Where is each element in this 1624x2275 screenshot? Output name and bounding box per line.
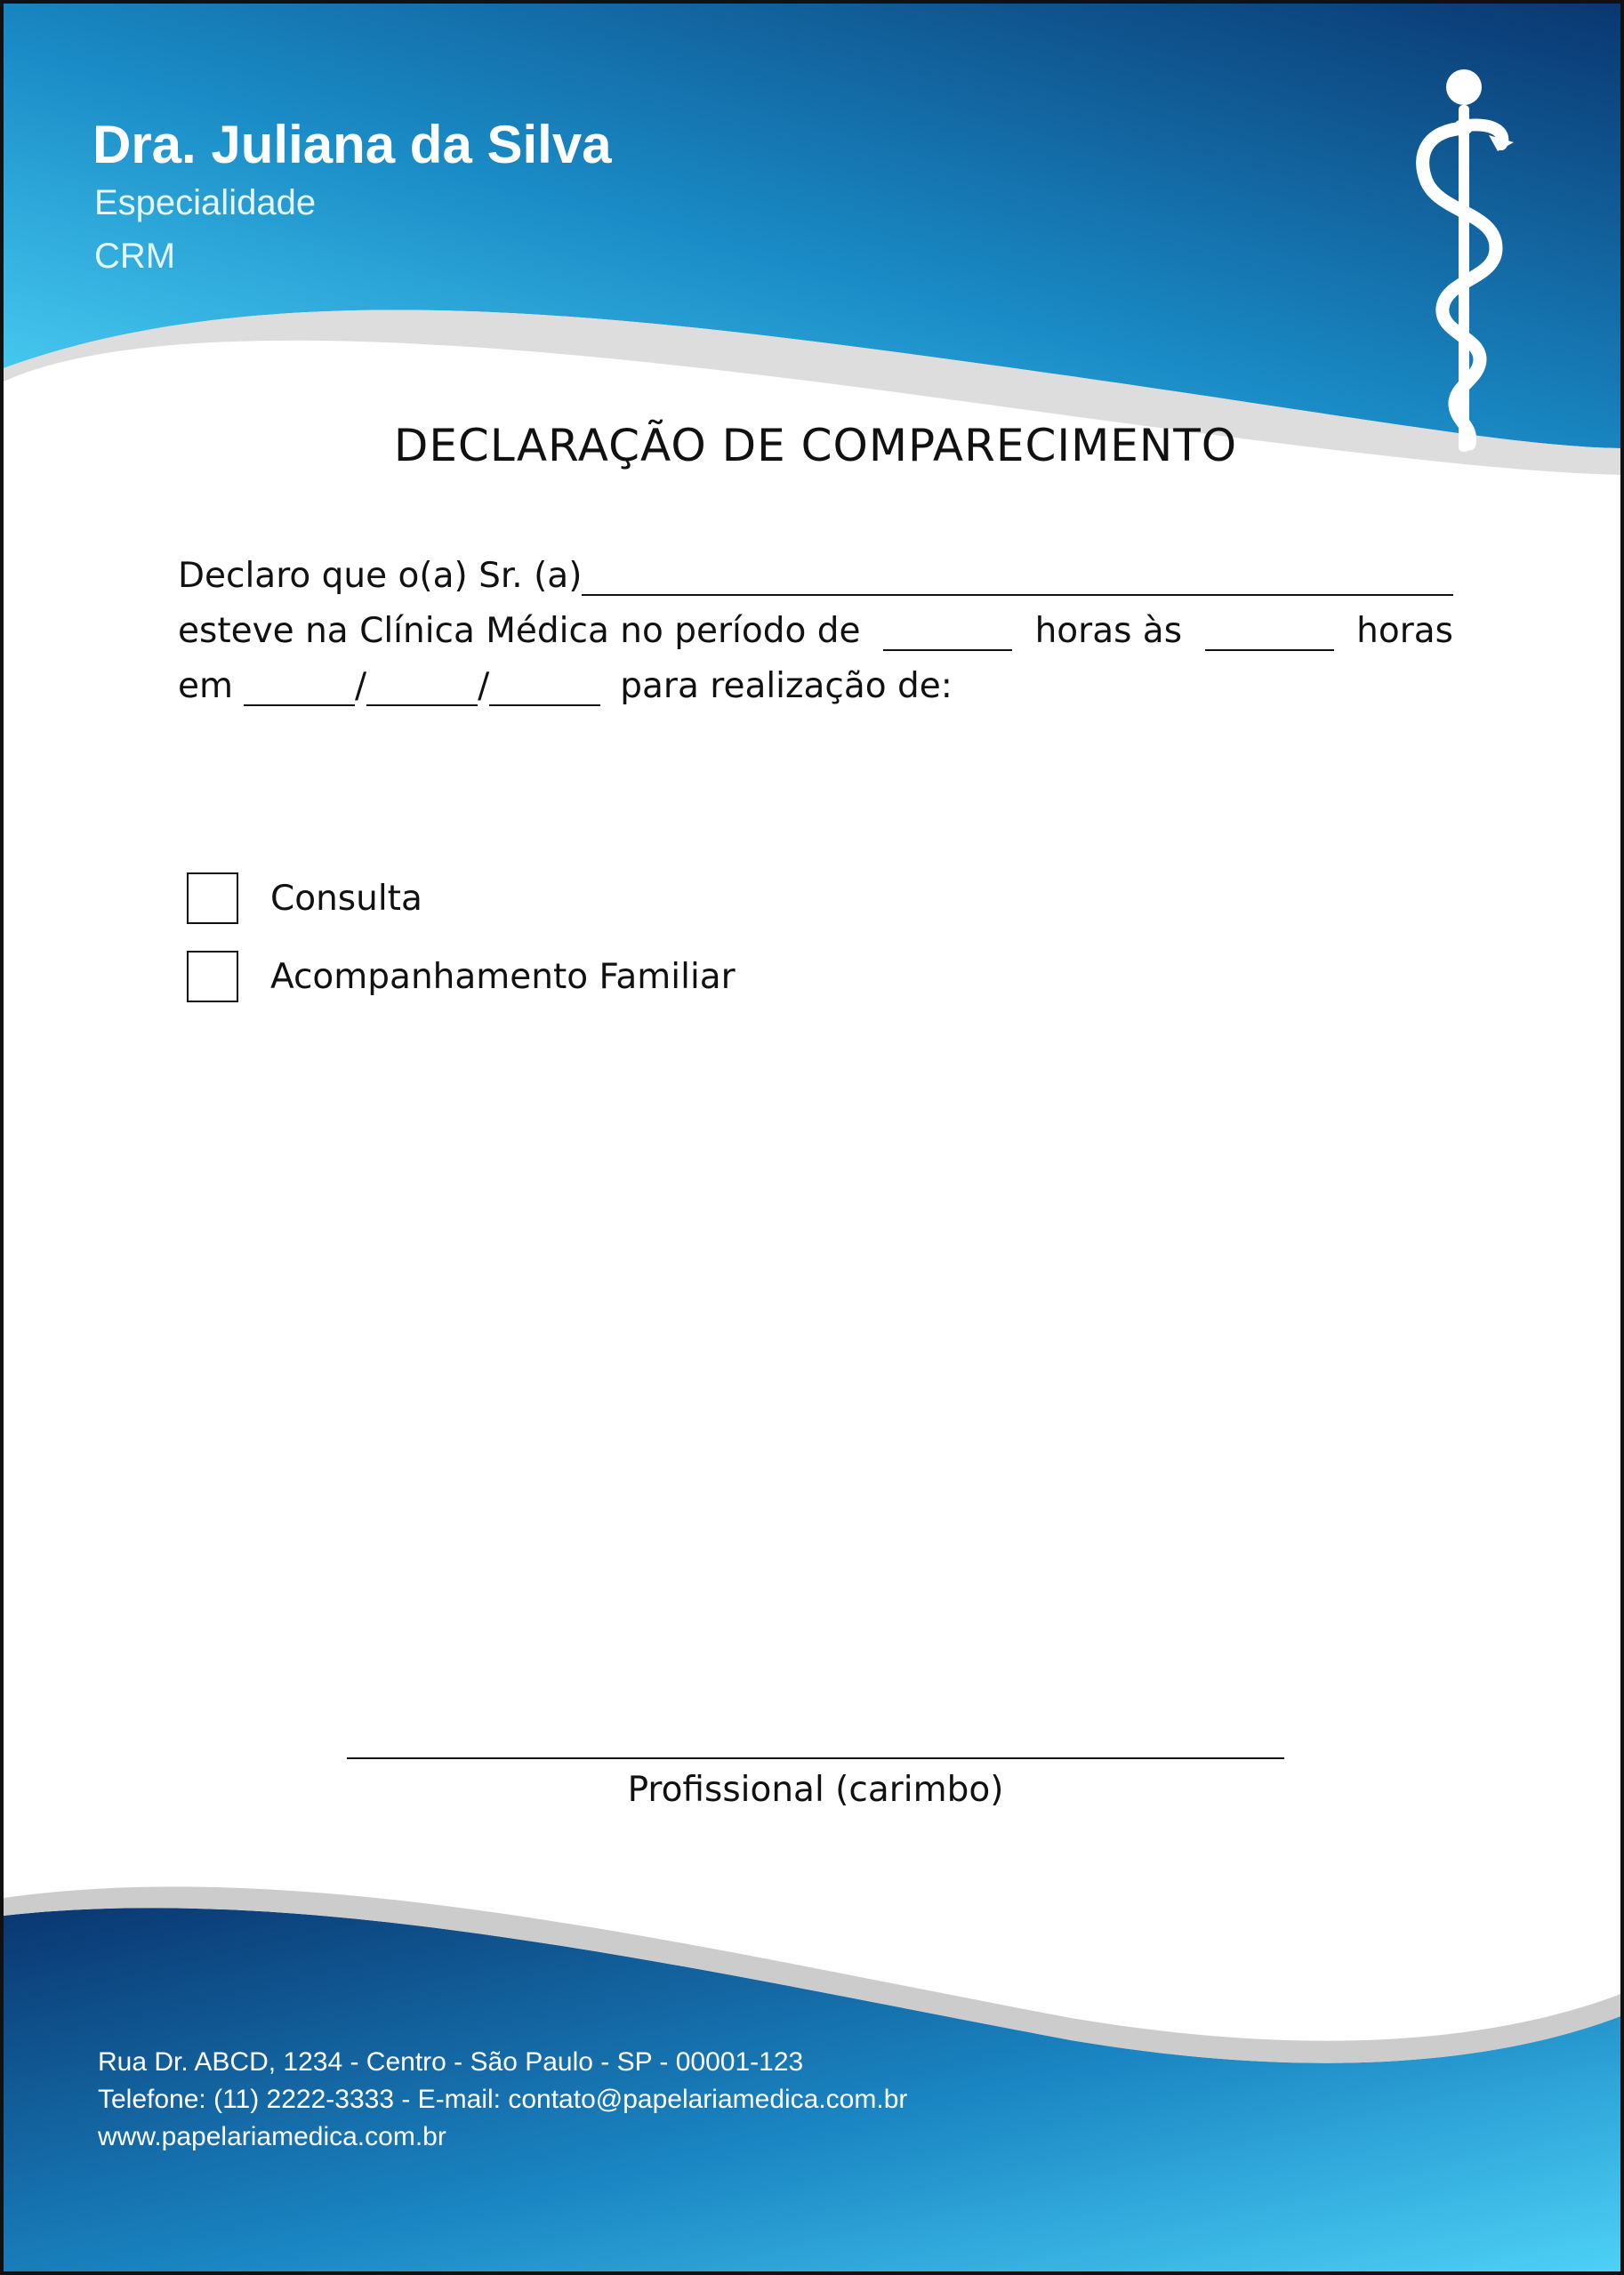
rod-of-asclepius-icon [1391,66,1524,457]
acompanhamento-label: Acompanhamento Familiar [270,956,736,997]
line3-start-text: em [178,666,233,706]
document-title: DECLARAÇÃO DE COMPARECIMENTO [393,420,1238,471]
line2-end-text: horas [1356,611,1453,651]
date-separator-2: / [478,666,490,706]
line1-text: Declaro que o(a) Sr. (a) [178,556,583,596]
line3-end-text: para realização de: [620,666,953,706]
consulta-label: Consulta [270,878,422,919]
footer-website: www.papelariamedica.com.br [98,2122,446,2151]
option-acompanhamento-familiar[interactable] [187,948,736,1005]
doctor-name: Dra. Juliana da Silva [92,115,612,174]
date-day-blank[interactable] [244,665,355,706]
date-year-blank[interactable] [489,665,600,706]
consulta-checkbox[interactable] [187,872,238,924]
footer-address: Rua Dr. ABCD, 1234 - Centro - São Paulo - SP - 00001-123 [98,2047,804,2077]
header-band [4,4,1624,448]
crm-label: CRM [94,237,176,276]
declaration-line-2 [178,601,1453,651]
signature-label: Profissional (carimbo) [627,1770,1004,1810]
acompanhamento-checkbox[interactable] [187,951,238,1002]
date-separator-1: / [355,666,367,706]
declaration-line-3 [178,656,1453,706]
end-hour-blank[interactable] [1205,610,1334,651]
date-month-blank[interactable] [366,665,478,706]
patient-name-blank[interactable] [582,555,1453,596]
line2-start-text: esteve na Clínica Médica no período de [178,611,861,651]
specialty-label: Especialidade [94,183,317,222]
footer-contact: Telefone: (11) 2222-3333 - E-mail: contato@papelariamedica.com.br [98,2085,908,2114]
declaration-line-1 [178,546,1453,596]
background-waves [4,4,1624,2275]
start-hour-blank[interactable] [883,610,1012,651]
line2-middle-text: horas às [1034,611,1183,651]
signature-line[interactable] [347,1757,1284,1759]
option-consulta[interactable] [187,870,422,927]
